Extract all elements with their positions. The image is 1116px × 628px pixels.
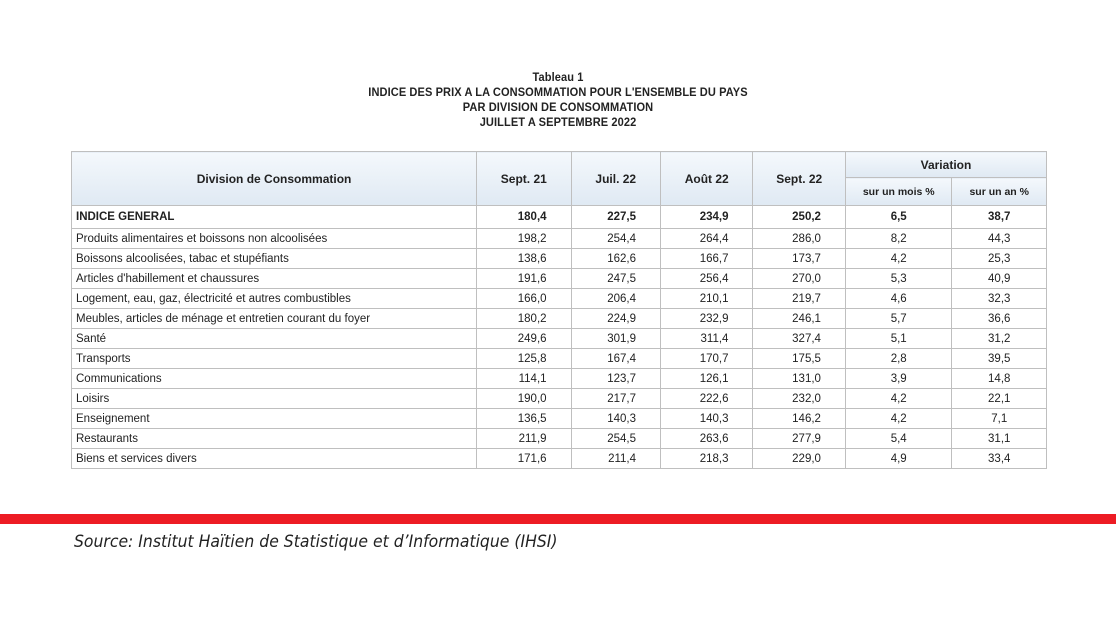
table-row (72, 289, 1047, 309)
cell-sep22: 146,2 (753, 409, 845, 429)
cell-jul22: 217,7 (571, 389, 660, 409)
cell-var-month: 5,1 (845, 329, 952, 349)
cell-jul22: 211,4 (571, 449, 660, 469)
cell-aug22: 170,7 (661, 349, 753, 369)
cell-sep21: 136,5 (477, 409, 571, 429)
cell-sep21: 180,2 (477, 309, 571, 329)
cell-var-year: 40,9 (952, 269, 1047, 289)
table-row (72, 269, 1047, 289)
cell-sep21: 190,0 (477, 389, 571, 409)
table-row (72, 229, 1047, 249)
cell-sep22: 250,2 (753, 206, 845, 229)
cell-label: Communications (72, 369, 477, 389)
table-number: Tableau 1 (532, 70, 584, 84)
cell-sep22: 327,4 (753, 329, 845, 349)
cell-sep21: 114,1 (477, 369, 571, 389)
cell-aug22: 311,4 (661, 329, 753, 349)
cell-var-month: 4,6 (845, 289, 952, 309)
cell-label: Meubles, articles de ménage et entretien courant du foyer (72, 309, 477, 329)
header-jul22: Juil. 22 (571, 152, 660, 206)
cell-label: Produits alimentaires et boissons non alcoolisées (72, 229, 477, 249)
table-row (72, 389, 1047, 409)
cell-var-month: 4,2 (845, 389, 952, 409)
table-row (72, 449, 1047, 469)
cell-var-year: 33,4 (952, 449, 1047, 469)
cpi-table (71, 151, 1047, 469)
cell-var-year: 31,2 (952, 329, 1047, 349)
cell-aug22: 232,9 (661, 309, 753, 329)
header-var-month: sur un mois % (845, 178, 952, 206)
cell-jul22: 206,4 (571, 289, 660, 309)
cell-aug22: 263,6 (661, 429, 753, 449)
cell-aug22: 218,3 (661, 449, 753, 469)
cell-sep22: 246,1 (753, 309, 845, 329)
cell-var-month: 5,7 (845, 309, 952, 329)
cell-var-year: 31,1 (952, 429, 1047, 449)
cell-sep22: 286,0 (753, 229, 845, 249)
cell-var-month: 4,2 (845, 409, 952, 429)
cell-label: Enseignement (72, 409, 477, 429)
cell-var-year: 22,1 (952, 389, 1047, 409)
cell-jul22: 247,5 (571, 269, 660, 289)
header-sep22: Sept. 22 (753, 152, 845, 206)
cell-aug22: 126,1 (661, 369, 753, 389)
cell-sep22: 270,0 (753, 269, 845, 289)
cell-sep21: 249,6 (477, 329, 571, 349)
table-subtitle: PAR DIVISION DE CONSOMMATION (462, 100, 654, 114)
cell-var-year: 44,3 (952, 229, 1047, 249)
cell-jul22: 227,5 (571, 206, 660, 229)
table-row (72, 309, 1047, 329)
cell-var-year: 39,5 (952, 349, 1047, 369)
cell-label: Loisirs (72, 389, 477, 409)
table-row (72, 329, 1047, 349)
table-title: INDICE DES PRIX A LA CONSOMMATION POUR L'ENSEMBLE DU PAYS (368, 85, 748, 99)
cell-sep21: 125,8 (477, 349, 571, 369)
cell-sep21: 171,6 (477, 449, 571, 469)
cell-sep21: 191,6 (477, 269, 571, 289)
cell-sep22: 175,5 (753, 349, 845, 369)
cell-sep22: 232,0 (753, 389, 845, 409)
cell-jul22: 224,9 (571, 309, 660, 329)
table-title-block (0, 70, 1116, 130)
cell-aug22: 264,4 (661, 229, 753, 249)
header-division: Division de Consommation (72, 152, 477, 206)
header-aug22: Août 22 (661, 152, 753, 206)
cell-jul22: 140,3 (571, 409, 660, 429)
cell-var-month: 4,2 (845, 249, 952, 269)
cell-sep22: 131,0 (753, 369, 845, 389)
cell-jul22: 123,7 (571, 369, 660, 389)
source-note: Source: Institut Haïtien de Statistique et d’Informatique (IHSI) (74, 532, 558, 552)
cell-var-year: 32,3 (952, 289, 1047, 309)
cell-var-year: 25,3 (952, 249, 1047, 269)
table-row (72, 429, 1047, 449)
cell-sep21: 138,6 (477, 249, 571, 269)
header-sep21: Sept. 21 (477, 152, 571, 206)
cell-sep21: 180,4 (477, 206, 571, 229)
cell-var-month: 3,9 (845, 369, 952, 389)
cell-aug22: 210,1 (661, 289, 753, 309)
cell-sep21: 198,2 (477, 229, 571, 249)
cell-sep21: 166,0 (477, 289, 571, 309)
cell-var-year: 7,1 (952, 409, 1047, 429)
cell-jul22: 162,6 (571, 249, 660, 269)
header-var-year: sur un an % (952, 178, 1047, 206)
cell-var-year: 36,6 (952, 309, 1047, 329)
cell-var-year: 14,8 (952, 369, 1047, 389)
cell-aug22: 166,7 (661, 249, 753, 269)
cell-label: Articles d'habillement et chaussures (72, 269, 477, 289)
cell-sep22: 173,7 (753, 249, 845, 269)
cell-label: INDICE GENERAL (72, 206, 477, 229)
header-variation: Variation (845, 152, 1046, 178)
table-row (72, 349, 1047, 369)
cell-label: Boissons alcoolisées, tabac et stupéfiants (72, 249, 477, 269)
cell-sep21: 211,9 (477, 429, 571, 449)
cell-label: Santé (72, 329, 477, 349)
cell-var-month: 4,9 (845, 449, 952, 469)
footer-divider (0, 514, 1116, 524)
cell-sep22: 229,0 (753, 449, 845, 469)
table-row-total (72, 206, 1047, 229)
cell-aug22: 256,4 (661, 269, 753, 289)
cell-aug22: 222,6 (661, 389, 753, 409)
cell-jul22: 254,4 (571, 229, 660, 249)
cell-var-year: 38,7 (952, 206, 1047, 229)
cell-label: Logement, eau, gaz, électricité et autres combustibles (72, 289, 477, 309)
table-row (72, 369, 1047, 389)
cell-sep22: 277,9 (753, 429, 845, 449)
table-period: JUILLET A SEPTEMBRE 2022 (479, 115, 637, 129)
cell-var-month: 8,2 (845, 229, 952, 249)
cell-label: Transports (72, 349, 477, 369)
cell-aug22: 234,9 (661, 206, 753, 229)
table-row (72, 409, 1047, 429)
cell-var-month: 6,5 (845, 206, 952, 229)
cell-jul22: 167,4 (571, 349, 660, 369)
cell-var-month: 5,4 (845, 429, 952, 449)
cell-jul22: 301,9 (571, 329, 660, 349)
cell-label: Restaurants (72, 429, 477, 449)
cell-var-month: 5,3 (845, 269, 952, 289)
cell-label: Biens et services divers (72, 449, 477, 469)
cell-jul22: 254,5 (571, 429, 660, 449)
cell-var-month: 2,8 (845, 349, 952, 369)
table-body (72, 206, 1047, 469)
table-row (72, 249, 1047, 269)
cell-aug22: 140,3 (661, 409, 753, 429)
cell-sep22: 219,7 (753, 289, 845, 309)
